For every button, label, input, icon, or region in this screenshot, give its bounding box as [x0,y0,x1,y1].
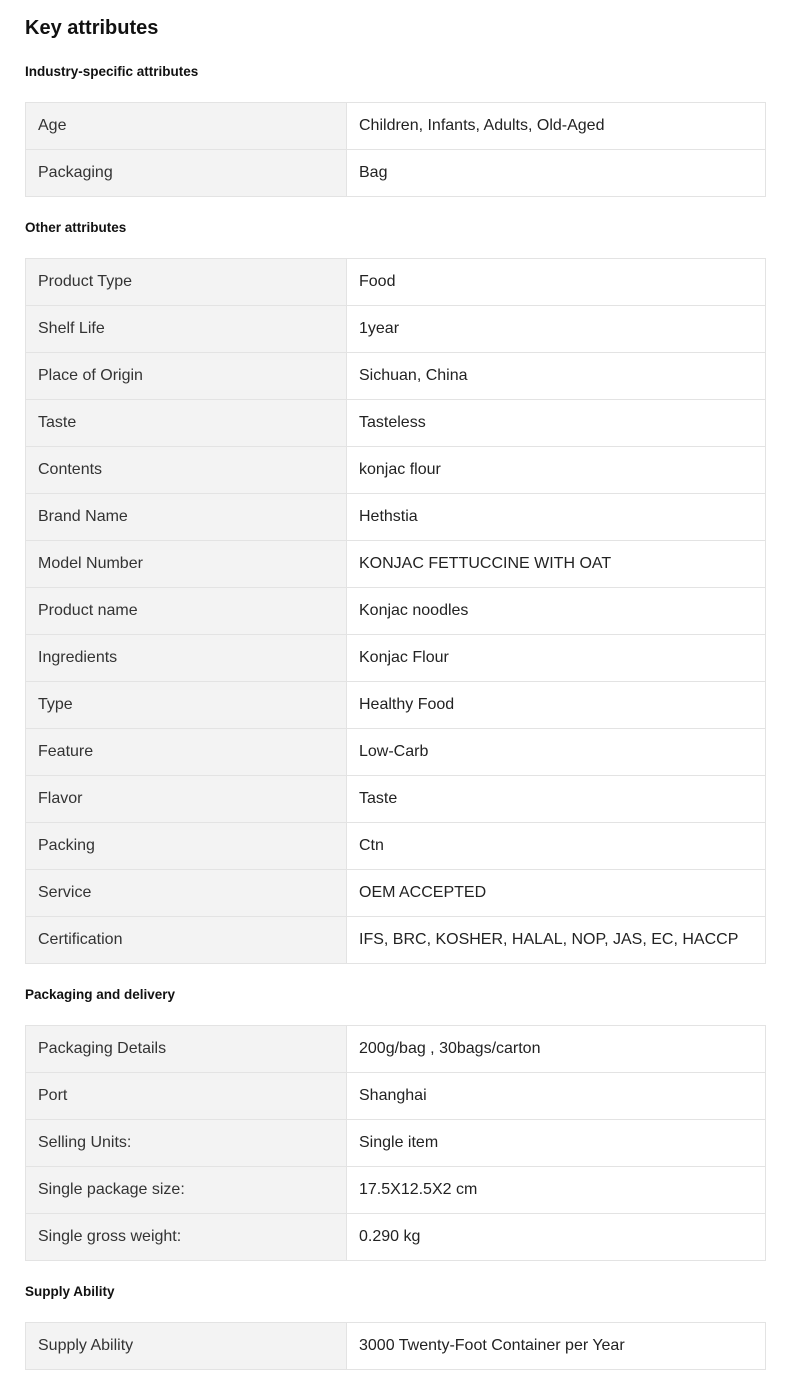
table-row [26,1323,766,1370]
attribute-value: Konjac Flour [347,635,766,682]
attribute-name: Model Number [26,541,347,588]
section-title-supply-ability: Supply Ability [25,1284,115,1299]
supply-ability-table [25,1322,766,1370]
attribute-name: Product name [26,588,347,635]
attribute-value: 1year [347,306,766,353]
attribute-value: Sichuan, China [347,353,766,400]
attribute-name: Feature [26,729,347,776]
table-row [26,823,766,870]
attribute-value: Ctn [347,823,766,870]
attribute-value: Hethstia [347,494,766,541]
attribute-name: Packaging Details [26,1026,347,1073]
attribute-name: Port [26,1073,347,1120]
attribute-value: Food [347,259,766,306]
table-row [26,103,766,150]
attribute-name: Taste [26,400,347,447]
table-row [26,400,766,447]
attribute-name: Ingredients [26,635,347,682]
attribute-value: Healthy Food [347,682,766,729]
attribute-name: Packaging [26,150,347,197]
attribute-name: Certification [26,917,347,964]
attribute-value: Tasteless [347,400,766,447]
attribute-name: Contents [26,447,347,494]
attribute-value: Single item [347,1120,766,1167]
attribute-name: Single gross weight: [26,1214,347,1261]
attribute-name: Packing [26,823,347,870]
table-row [26,635,766,682]
attribute-name: Service [26,870,347,917]
attribute-name: Supply Ability [26,1323,347,1370]
table-row [26,588,766,635]
industry-specific-attributes-table [25,102,766,197]
attribute-value: Low-Carb [347,729,766,776]
table-row [26,1214,766,1261]
table-row [26,1073,766,1120]
table-row [26,494,766,541]
attribute-value: IFS, BRC, KOSHER, HALAL, NOP, JAS, EC, HACCP [347,917,766,964]
table-row [26,541,766,588]
attribute-value: 0.290 kg [347,1214,766,1261]
attribute-name: Type [26,682,347,729]
attribute-value: Taste [347,776,766,823]
attribute-value: KONJAC FETTUCCINE WITH OAT [347,541,766,588]
attribute-name: Product Type [26,259,347,306]
page-title: Key attributes [25,17,159,39]
attribute-name: Brand Name [26,494,347,541]
table-row [26,729,766,776]
section-title-industry-specific: Industry-specific attributes [25,64,199,79]
attribute-value: Children, Infants, Adults, Old-Aged [347,103,766,150]
table-row [26,917,766,964]
section-title-packaging-and-delivery: Packaging and delivery [25,987,176,1002]
attribute-name: Age [26,103,347,150]
packaging-and-delivery-table [25,1025,766,1261]
attribute-value: konjac flour [347,447,766,494]
table-row [26,682,766,729]
attribute-value: Konjac noodles [347,588,766,635]
table-row [26,353,766,400]
attribute-name: Flavor [26,776,347,823]
attribute-value: OEM ACCEPTED [347,870,766,917]
table-row [26,1167,766,1214]
attribute-name: Shelf Life [26,306,347,353]
attribute-name: Single package size: [26,1167,347,1214]
attribute-value: Shanghai [347,1073,766,1120]
attribute-value: 200g/bag , 30bags/carton [347,1026,766,1073]
table-row [26,259,766,306]
other-attributes-table [25,258,766,964]
section-title-other-attributes: Other attributes [25,220,127,235]
attribute-name: Place of Origin [26,353,347,400]
table-row [26,447,766,494]
attribute-value: 17.5X12.5X2 cm [347,1167,766,1214]
attribute-name: Selling Units: [26,1120,347,1167]
table-row [26,776,766,823]
table-row [26,150,766,197]
table-row [26,870,766,917]
attribute-value: Bag [347,150,766,197]
table-row [26,1026,766,1073]
table-row [26,306,766,353]
attribute-value: 3000 Twenty-Foot Container per Year [347,1323,766,1370]
table-row [26,1120,766,1167]
